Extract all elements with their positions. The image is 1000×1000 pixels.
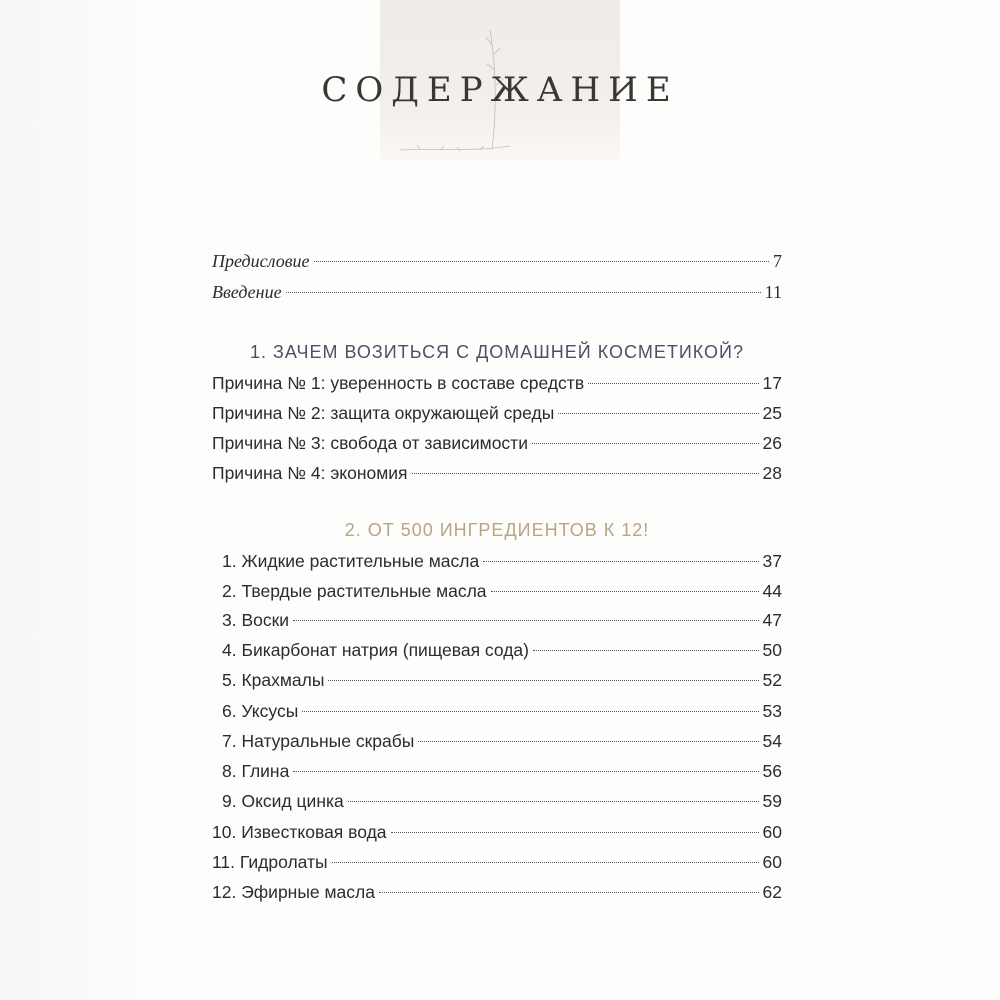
dot-leader <box>558 413 758 414</box>
toc-entry[interactable] <box>212 877 782 907</box>
toc-entry-label: Причина № 1: уверенность в составе средств <box>212 373 585 393</box>
toc-entry-label: 10. Известковая вода <box>212 822 387 842</box>
toc-entry[interactable] <box>212 428 782 458</box>
toc-entry-page: 62 <box>762 882 782 902</box>
toc-entry[interactable] <box>212 635 782 665</box>
toc-entry-label: 11. Гидролаты <box>212 852 328 872</box>
toc-entry[interactable] <box>212 817 782 847</box>
toc-entry-label: 8. Глина <box>222 761 290 781</box>
dot-leader <box>293 771 758 772</box>
dot-leader <box>332 862 759 863</box>
dot-leader <box>412 473 759 474</box>
toc-entry-page: 26 <box>762 433 782 453</box>
toc-entry[interactable] <box>212 546 782 576</box>
toc-entry[interactable] <box>212 398 782 428</box>
toc-entry-label: Причина № 2: защита окружающей среды <box>212 403 555 423</box>
toc-entry[interactable] <box>212 576 782 606</box>
toc-entry-label: Введение <box>212 282 282 302</box>
dot-leader <box>588 383 758 384</box>
toc-entry-label: Причина № 4: экономия <box>212 463 408 483</box>
dot-leader <box>491 591 759 592</box>
dot-leader <box>533 650 759 651</box>
dot-leader <box>328 680 758 681</box>
toc-entry-label: 2. Твердые растительные масла <box>222 581 487 601</box>
toc-entry[interactable] <box>212 847 782 877</box>
toc-entry-label: 6. Уксусы <box>222 701 299 721</box>
toc-entry[interactable] <box>212 726 782 756</box>
toc-entry-label: 9. Оксид цинка <box>222 791 344 811</box>
toc-entry-label: 7. Натуральные скрабы <box>222 731 415 751</box>
toc-entry-label: 3. Воски <box>222 610 290 630</box>
page-edge-shadow <box>0 0 150 1000</box>
toc-entry-page: 54 <box>762 731 782 751</box>
toc-entry-page: 60 <box>762 852 782 872</box>
toc-entry[interactable] <box>212 368 782 398</box>
dot-leader <box>348 801 759 802</box>
toc-entry-introduction[interactable] <box>212 277 782 307</box>
toc-entry-label: 1. Жидкие растительные масла <box>222 551 480 571</box>
toc-entry-page: 59 <box>762 791 782 811</box>
toc-entry-preface[interactable] <box>212 246 782 276</box>
section-2-heading: 2. ОТ 500 ИНГРЕДИЕНТОВ К 12! <box>344 520 650 540</box>
toc-entry-page: 53 <box>762 701 782 721</box>
toc-entry-label: Предисловие <box>212 251 310 271</box>
toc-entry-page: 7 <box>773 251 782 271</box>
toc-entry-page: 37 <box>762 551 782 571</box>
toc-entry-page: 17 <box>762 373 782 393</box>
toc-entry-page: 25 <box>762 403 782 423</box>
dot-leader <box>418 741 758 742</box>
dot-leader <box>293 620 758 621</box>
toc-entry[interactable] <box>212 665 782 695</box>
dot-leader <box>302 711 758 712</box>
toc-entry-label: 12. Эфирные масла <box>212 882 375 902</box>
toc-entry-page: 52 <box>762 670 782 690</box>
dot-leader <box>314 261 769 262</box>
toc-entry-page: 60 <box>762 822 782 842</box>
dot-leader <box>532 443 759 444</box>
toc-entry-label: 4. Бикарбонат натрия (пищевая сода) <box>222 640 529 660</box>
toc-entry-page: 11 <box>764 282 782 302</box>
toc-entry-label: Причина № 3: свобода от зависимости <box>212 433 528 453</box>
section-1-heading: 1. ЗАЧЕМ ВОЗИТЬСЯ С ДОМАШНЕЙ КОСМЕТИКОЙ? <box>250 342 744 362</box>
toc-entry-page: 28 <box>762 463 782 483</box>
toc-entry[interactable] <box>212 786 782 816</box>
dot-leader <box>379 892 759 893</box>
dot-leader <box>286 292 761 293</box>
toc-entry-label: 5. Крахмалы <box>222 670 325 690</box>
toc-entry-page: 47 <box>762 610 782 630</box>
dot-leader <box>483 561 758 562</box>
toc-entry[interactable] <box>212 605 782 635</box>
toc-entry-page: 56 <box>762 761 782 781</box>
toc-entry[interactable] <box>212 458 782 488</box>
page-title: СОДЕРЖАНИЕ <box>321 70 679 110</box>
toc-entry[interactable] <box>212 696 782 726</box>
toc-entry-page: 44 <box>762 581 782 601</box>
dot-leader <box>391 832 759 833</box>
toc-entry[interactable] <box>212 756 782 786</box>
toc-entry-page: 50 <box>762 640 782 660</box>
